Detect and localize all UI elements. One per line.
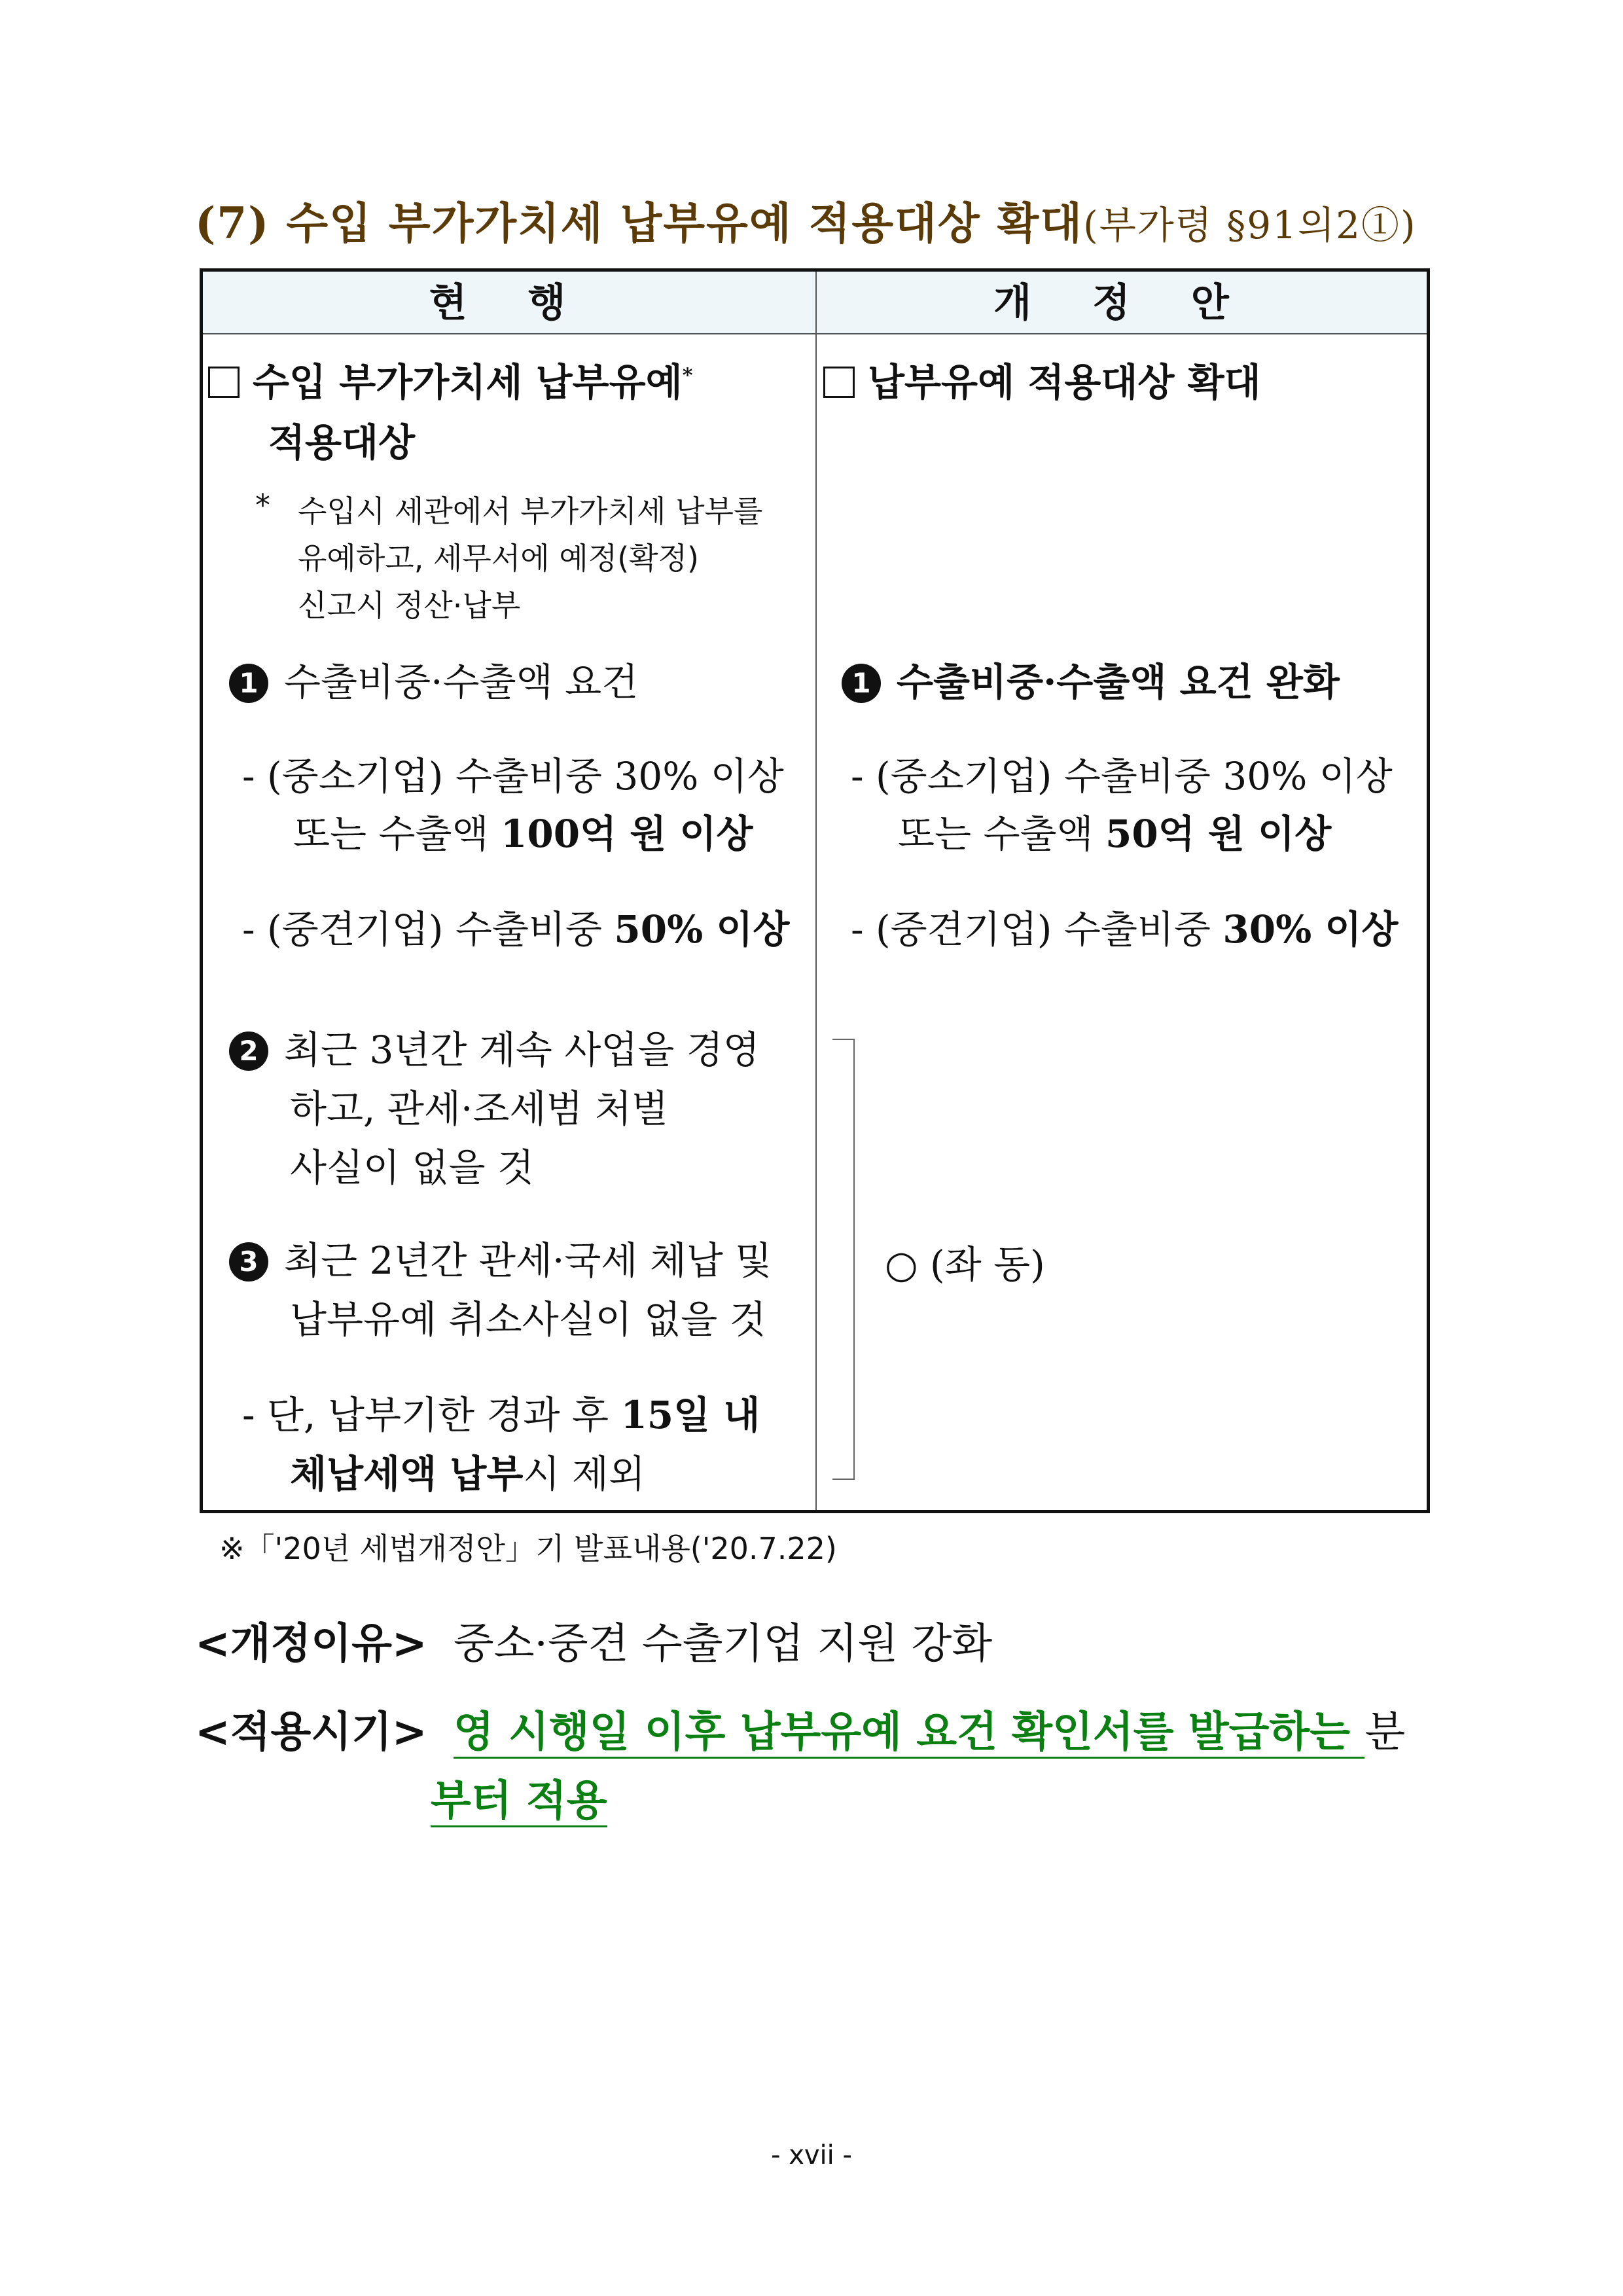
number-badge-2: 2 — [229, 1031, 268, 1071]
left-sme-line-2: 또는 수출액 100억 원 이상 — [293, 812, 753, 856]
revision-reason-label: <개정이유> — [195, 1620, 427, 1668]
checkbox-square-icon — [823, 367, 855, 398]
right-sme-line-2: 또는 수출액 50억 원 이상 — [898, 812, 1332, 856]
left-req2-line-2: 하고, 관세·조세범 처벌 — [290, 1086, 668, 1131]
effective-date — [195, 1698, 1405, 1759]
footnote-mark: * — [255, 488, 270, 523]
right-mid-line: - (중견기업) 수출비중 30% 이상 — [851, 907, 1399, 952]
effective-date-tail: 분 — [1364, 1708, 1406, 1757]
page-number: - xvii - — [771, 2140, 852, 2170]
effective-date-line-2: 부터 적용 — [431, 1767, 607, 1827]
left-exception-line-1: - 단, 납부기한 경과 후 15일 내 — [242, 1393, 760, 1437]
left-req2-line-1: 2 최근 3년간 계속 사업을 경영 — [229, 1019, 760, 1074]
revision-reason-text: 중소·중견 수출기업 지원 강화 — [453, 1620, 993, 1668]
announcement-note: ※「'20년 세법개정안」기 발표내용('20.7.22) — [219, 1531, 837, 1566]
section-title-law: (부가령 §91의2①) — [1083, 203, 1417, 247]
section-title — [195, 188, 1417, 251]
section-title-main: (7) 수입 부가가치세 납부유예 적용대상 확대 — [195, 198, 1084, 249]
footnote-line-1: 수입시 세관에서 부가가치세 납부를 — [298, 493, 763, 529]
left-item-heading-2: 적용대상 — [268, 420, 416, 465]
right-sme-line-1: - (중소기업) 수출비중 30% 이상 — [851, 754, 1393, 798]
right-item-heading: 납부유예 적용대상 확대 — [823, 351, 1261, 406]
footnote-line-2: 유예하고, 세무서에 예정(확정) — [298, 541, 699, 576]
left-req2-line-3: 사실이 없을 것 — [290, 1145, 535, 1190]
table-header — [203, 272, 1427, 334]
number-badge-1: 1 — [842, 664, 881, 703]
effective-date-text: 영 시행일 이후 납부유예 요건 확인서를 발급하는 — [454, 1708, 1364, 1759]
footnote-line-3: 신고시 정산·납부 — [298, 588, 521, 623]
number-badge-1: 1 — [229, 664, 268, 703]
left-req3-line-2: 납부유예 취소사실이 없을 것 — [290, 1297, 766, 1342]
number-badge-3: 3 — [229, 1242, 268, 1282]
left-mid-line: - (중견기업) 수출비중 50% 이상 — [242, 907, 790, 952]
column-divider — [815, 272, 817, 1510]
same-as-left-bracket — [832, 1039, 855, 1480]
left-item-heading: 수입 부가가치세 납부유예* — [208, 351, 692, 406]
effective-date-label: <적용시기> — [195, 1708, 427, 1757]
left-sme-line-1: - (중소기업) 수출비중 30% 이상 — [242, 754, 784, 798]
right-req1: 1 수출비중·수출액 요건 완화 — [842, 651, 1340, 706]
right-same-as-left: ○ (좌 동) — [885, 1242, 1045, 1287]
header-proposed: 개 정 안 — [993, 280, 1253, 326]
header-current: 현 행 — [429, 280, 590, 326]
left-exception-line-2: 체납세액 납부시 제외 — [290, 1452, 645, 1496]
left-req1: 1 수출비중·수출액 요건 — [229, 651, 638, 706]
revision-reason — [195, 1610, 992, 1670]
left-req3-line-1: 3 최근 2년간 관세·국세 체납 및 — [229, 1230, 772, 1285]
comparison-table — [200, 268, 1430, 1513]
checkbox-square-icon — [208, 367, 240, 398]
